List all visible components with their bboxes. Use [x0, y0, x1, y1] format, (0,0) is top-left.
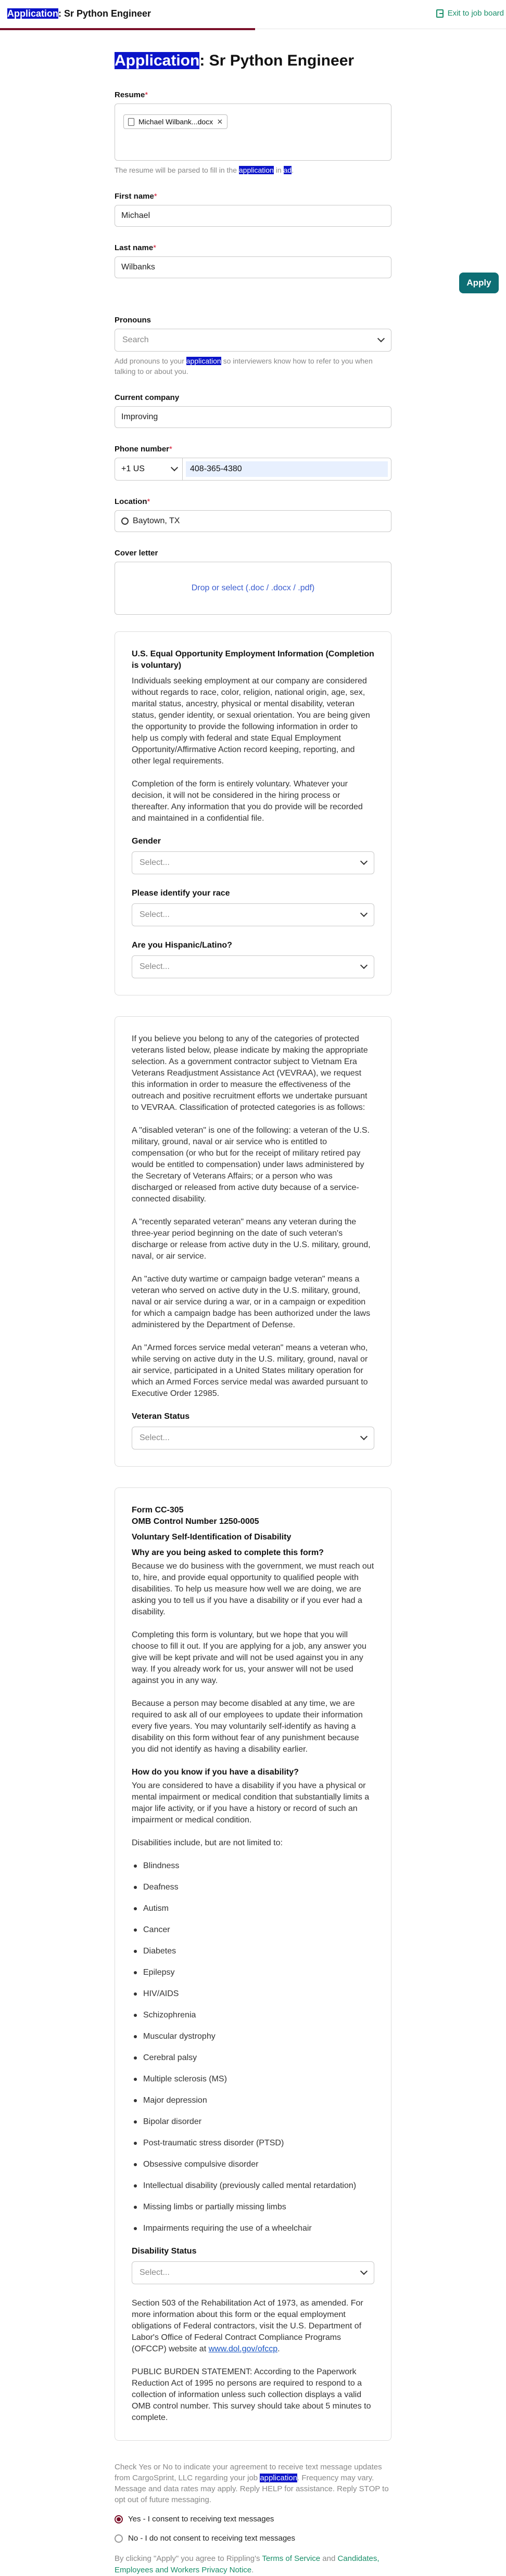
location-label: Location*	[115, 497, 150, 506]
topbar-title: Application: Sr Python Engineer	[7, 8, 151, 19]
chevron-down-icon	[360, 2268, 368, 2275]
cover-letter-label: Cover letter	[115, 549, 158, 558]
pronouns-select[interactable]: Search	[115, 329, 391, 352]
phone-section	[115, 445, 391, 481]
disability-status-label: Disability Status	[132, 2247, 197, 2256]
list-item: Cerebral palsy	[132, 2052, 374, 2064]
last-name-section	[115, 243, 391, 278]
disability-title: Voluntary Self-Identification of Disability	[132, 1533, 292, 1542]
chevron-down-icon	[171, 464, 178, 471]
veteran-paragraph: A "disabled veteran" is one of the following: a veteran of the U.S. military, ground, naval or air service who is entitled to compensation (or who but for the receipt of military retired pay would be entitled to compensation) under laws administered by the Secretary of Veterans Affairs; or a person who was discharged or released from active duty because of a service-connected disability.	[132, 1126, 370, 1203]
privacy-notice-link[interactable]: Candidates, Employees and Workers Privacy Notice	[115, 2554, 380, 2574]
sms-consent-text: Check Yes or No to indicate your agreement to receive text message updates from CargoSprint, LLC regarding your job application. Frequency may vary. Message and data rates may apply. Reply HELP for assistance. Reply STOP to opt out of future messaging.	[115, 2463, 389, 2504]
list-item: Multiple sclerosis (MS)	[132, 2074, 374, 2085]
page-title: Application: Sr Python Engineer	[115, 52, 355, 69]
location-icon	[121, 517, 129, 525]
last-name-label: Last name*	[115, 243, 157, 252]
disability-status-select[interactable]: Select...	[132, 2261, 374, 2284]
disability-paragraph: Completing this form is voluntary, but we hope that you will choose to fill it out. If you are applying for a job, any answer you give will be kept private and will not be used against you in any way. If you already work for us, your answer will not be used against you in any way.	[132, 1630, 366, 1685]
eeo-paragraph: Individuals seeking employment at our company are considered without regards to race, color, religion, national origin, age, sex, marital status, ancestry, physical or mental disability, veteran status, gender identity, or sexual orientation. You are being given the opportunity to provide the following information in order to help us comply with federal and state Equal Employment Opportunity/Affirmative Action record keeping, reporting, and other legal requirements.	[132, 677, 370, 766]
disability-paragraph: Because we do business with the government, we must reach out to, hire, and provide equal opportunity to qualified people with disabilities. To help us measure how well we are doing, we are asking you to tell us if you have a disability or if you ever had a disability.	[132, 1562, 374, 1616]
chevron-down-icon	[377, 335, 385, 342]
veteran-paragraph: An "Armed forces service medal veteran" means a veteran who, while serving on active duty in the U.S. military, ground, naval or air service, participated in a United States military operation for which an Armed Forces service medal was awarded pursuant to Executive Order 12985.	[132, 1343, 368, 1398]
disability-card	[115, 1487, 391, 2441]
radio-icon	[115, 2534, 123, 2543]
form-number: Form CC-305	[132, 1506, 184, 1514]
disability-question: How do you know if you have a disability?	[132, 1768, 299, 1777]
chevron-down-icon	[360, 1433, 368, 1440]
list-item: Obsessive compulsive disorder	[132, 2159, 374, 2170]
chevron-down-icon	[360, 962, 368, 969]
disability-question: Why are you being asked to complete this form?	[132, 1548, 324, 1557]
close-icon[interactable]: ×	[217, 116, 223, 127]
resume-help: The resume will be parsed to fill in the application in ad.	[115, 166, 294, 174]
list-item: HIV/AIDS	[132, 1988, 374, 2000]
list-item: Deafness	[132, 1882, 374, 1893]
eeo-card	[115, 631, 391, 995]
list-item: Intellectual disability (previously called mental retardation)	[132, 2180, 374, 2192]
pronouns-label: Pronouns	[115, 316, 151, 325]
resume-file-chip: Michael Wilbank...docx ×	[123, 114, 227, 129]
disability-paragraph: You are considered to have a disability if you have a physical or mental impairment or medical condition that substantially limits a major life activity, or if you have a history or record of such an impairment or medical condition.	[132, 1781, 370, 1824]
phone-label: Phone number*	[115, 445, 172, 454]
ofccp-link[interactable]: www.dol.gov/ofccp	[208, 2345, 278, 2353]
list-item: Missing limbs or partially missing limbs	[132, 2202, 374, 2213]
veteran-paragraph: An "active duty wartime or campaign badge veteran" means a veteran who served on active duty in the U.S. military, ground, naval or air service during a war, or in a campaign or expedition for which a campaign badge has been authorized under the laws administered by the Department of Defense.	[132, 1275, 371, 1329]
phone-field	[115, 458, 391, 481]
exit-icon	[436, 9, 444, 18]
exit-to-job-board-link[interactable]: Exit to job board	[436, 9, 504, 18]
terms-of-service-link[interactable]: Terms of Service	[262, 2554, 321, 2563]
veteran-status-label: Veteran Status	[132, 1412, 190, 1421]
list-item: Schizophrenia	[132, 2010, 374, 2021]
location-section	[115, 497, 391, 532]
omb-number: OMB Control Number 1250-0005	[132, 1517, 259, 1526]
list-item: Bipolar disorder	[132, 2116, 374, 2128]
veteran-status-select[interactable]: Select...	[132, 1427, 374, 1449]
chevron-down-icon	[360, 858, 368, 865]
progress-bar	[0, 28, 255, 30]
race-label: Please identify your race	[132, 889, 230, 898]
terms-consent: By clicking "Apply" you agree to Rippling's Terms of Service and Candidates, Employees and Workers Privacy Notice.	[115, 2554, 380, 2574]
list-item: Diabetes	[132, 1946, 374, 1957]
eeo-paragraph: Completion of the form is entirely voluntary. Whatever your decision, it will not be considered in the hiring process or thereafter. Any information that you do provide will be recorded and maintained in a confidential file.	[132, 780, 363, 823]
list-item: Impairments requiring the use of a wheelchair	[132, 2223, 374, 2234]
resume-section	[115, 90, 391, 175]
gender-label: Gender	[132, 837, 161, 846]
disability-paragraph: Because a person may become disabled at any time, we are required to ask all of our employees to update their information every five years. You may voluntarily self-identify as having a disability on this form without fear of any punishment because you did not identify as having a disability earlier.	[132, 1699, 363, 1754]
resume-label: Resume*	[115, 90, 148, 99]
eeo-title: U.S. Equal Opportunity Employment Information (Completion is voluntary)	[132, 650, 374, 670]
resume-upload[interactable]	[115, 103, 391, 161]
hispanic-label: Are you Hispanic/Latino?	[132, 941, 232, 950]
document-icon	[128, 118, 134, 126]
list-item: Blindness	[132, 1860, 374, 1872]
apply-button[interactable]: Apply	[459, 273, 499, 293]
company-label: Current company	[115, 393, 180, 402]
country-code-select[interactable]: +1 US	[115, 458, 183, 480]
spacer	[115, 295, 391, 316]
radio-selected-icon	[115, 2515, 123, 2523]
location-field[interactable]: Baytown, TX	[115, 510, 391, 532]
disability-paragraph: Disabilities include, but are not limited to:	[132, 1839, 283, 1847]
disability-paragraph: PUBLIC BURDEN STATEMENT: According to the Paperwork Reduction Act of 1995 no persons are required to respond to a collection of information unless such collection displays a valid OMB control number. This survey should take about 5 minutes to complete.	[132, 2367, 371, 2422]
race-select[interactable]: Select...	[132, 903, 374, 926]
list-item: Major depression	[132, 2095, 374, 2106]
cover-letter-dropzone[interactable]: Drop or select (.doc / .docx / .pdf)	[115, 562, 391, 615]
first-name-section	[115, 192, 391, 227]
application-form	[115, 52, 391, 2576]
sms-yes-radio[interactable]: Yes - I consent to receiving text messages	[115, 2515, 391, 2523]
list-item: Cancer	[132, 1924, 374, 1936]
phone-input[interactable]: 408-365-4380	[186, 461, 388, 477]
pronouns-help: Add pronouns to your application so interviewers know how to refer to you when talking to or about you.	[115, 357, 373, 376]
last-name-field[interactable]: Wilbanks	[115, 256, 391, 278]
list-item: Autism	[132, 1903, 374, 1914]
chevron-down-icon	[360, 910, 368, 917]
disability-list	[132, 1860, 374, 2234]
first-name-label: First name*	[115, 192, 157, 201]
first-name-field[interactable]: Michael	[115, 205, 391, 227]
list-item: Muscular dystrophy	[132, 2031, 374, 2042]
veteran-paragraph: If you believe you belong to any of the categories of protected veterans listed below, please indicate by making the appropriate selection. As a government contractor subject to Vietnam Era Veterans Readjustment Assistance Act (VEVRAA), we request this information in order to measure the effectiveness of the outreach and positive recruitment efforts we undertake pursuant to VEVRAA. Classification of protected categories is as follows:	[132, 1034, 368, 1112]
sms-no-radio[interactable]: No - I do not consent to receiving text messages	[115, 2534, 391, 2543]
top-bar	[0, 0, 506, 29]
disability-paragraph: Section 503 of the Rehabilitation Act of 1973, as amended. For more information about this form or the equal employment obligations of Federal contractors, visit the U.S. Department of Labor's Office of Federal Contract Compliance Programs (OFCCP) website at www.dol.gov/ofccp.	[132, 2299, 363, 2353]
veteran-paragraph: A "recently separated veteran" means any veteran during the three-year period beginning on the date of such veteran's discharge or release from active duty in the U.S. military, ground, naval, or air service.	[132, 1218, 371, 1261]
cover-letter-section	[115, 549, 391, 615]
list-item: Post-traumatic stress disorder (PTSD)	[132, 2138, 374, 2149]
list-item: Epilepsy	[132, 1967, 374, 1978]
pronouns-section	[115, 316, 391, 377]
hispanic-select[interactable]: Select...	[132, 955, 374, 978]
gender-select[interactable]: Select...	[132, 851, 374, 874]
veteran-card	[115, 1016, 391, 1467]
company-section	[115, 393, 391, 428]
company-field[interactable]: Improving	[115, 406, 391, 428]
